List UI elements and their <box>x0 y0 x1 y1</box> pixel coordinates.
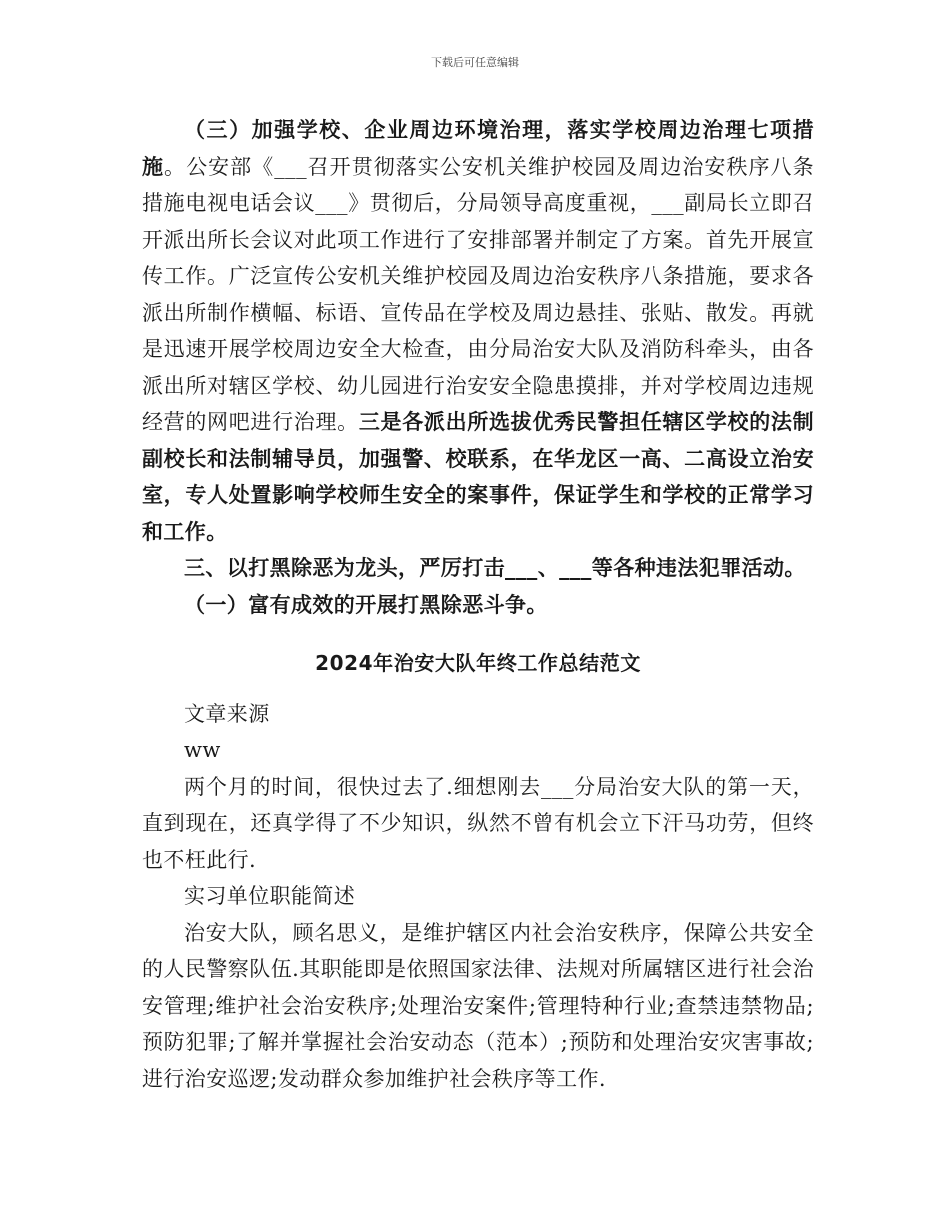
heading-punctuation: 。 <box>164 154 187 179</box>
article-source-value: ww <box>184 738 221 762</box>
school-environment-body-bold: 三是各派出所选拔优秀民警担任辖区学校的法制副校长和法制辅导员，加强警、校联系，在华龙区一高、二高设立治安室，专人处置影响学校师生安全的案事件，保证学生和学校的正常学习和工作。 <box>142 410 815 544</box>
paragraph-intro: 两个月的时间，很快过去了.细想刚去___分局治安大队的第一天，直到现在，还真学得了不少知识，纵然不曾有机会立下汗马功劳，但终也不枉此行. <box>142 774 814 872</box>
article-title: 2024年治安大队年终工作总结范文 <box>315 651 641 675</box>
section-heading-school-environment: （三）加强学校、企业周边环境治理，落实学校周边治理七项措施 <box>142 118 814 179</box>
document-body <box>142 112 814 1097</box>
paragraph-school-environment <box>142 112 814 550</box>
article-source-label: 文章来源 <box>184 701 270 726</box>
paragraph-unit-duties: 治安大队，顾名思义，是维护辖区内社会治安秩序，保障公共安全的人民警察队伍.其职能即是依照国家法律、法规对所属辖区进行社会治安管理;维护社会治安秩序;处理治安案件;管理特种行业;查禁违禁物品;预防犯罪;了解并掌握社会治安动态（范本）;预防和处理治安灾害事故;进行治安巡逻;发动群众参加维护社会秩序等工作. <box>142 920 814 1091</box>
school-environment-body: 公安部《___召开贯彻落实公安机关维护校园及周边治安秩序八条措施电视电话会议___》贯彻后，分局领导高度重视，___副局长立即召开派出所长会议对此项工作进行了安排部署并制定了方案。首先开展宣传工作。广泛宣传公安机关维护校园及周边治安秩序八条措施，要求各派出所制作横幅、标语、宣传品在学校及周边悬挂、张贴、散发。再就是迅速开展学校周边安全大检查，由分局治安大队及消防科牵头，由各派出所对辖区学校、幼儿园进行治安安全隐患摸排，并对学校周边违规经营的网吧进行治理。 <box>142 154 814 434</box>
page-header-note: 下载后可任意编辑 <box>431 56 519 69</box>
section-heading-anti-crime: 三、以打黑除恶为龙头，严厉打击___、___等各种违法犯罪活动。 <box>184 556 806 580</box>
subsection-heading-anti-gang: （一）富有成效的开展打黑除恶斗争。 <box>184 592 548 617</box>
section-heading-unit-duties: 实习单位职能简述 <box>184 884 356 908</box>
